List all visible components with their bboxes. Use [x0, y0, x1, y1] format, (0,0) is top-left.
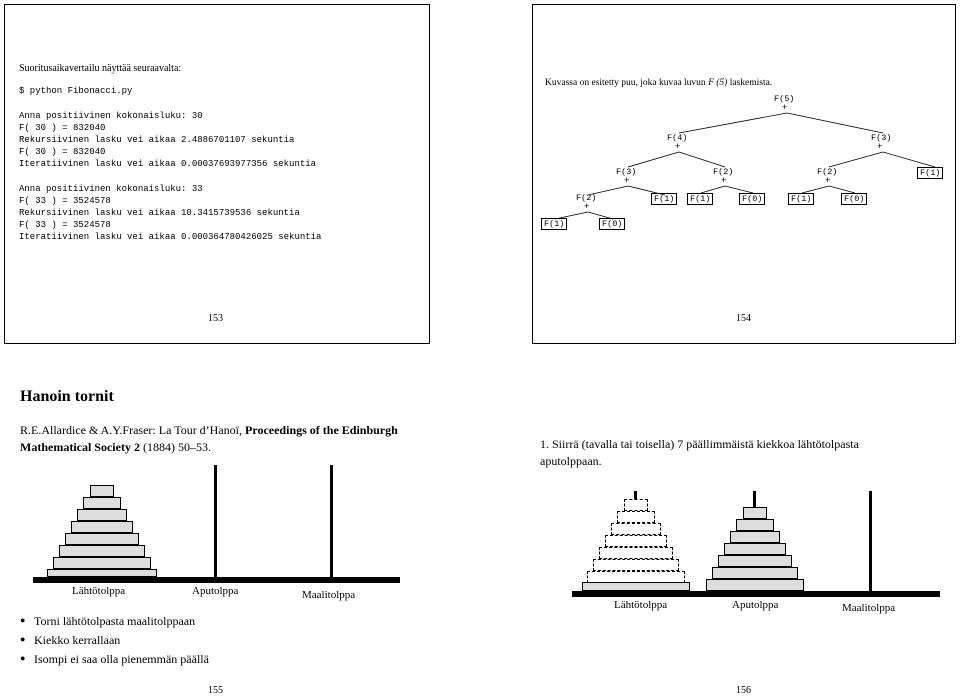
slide-155 [0, 360, 440, 695]
tree-node: F(3) [871, 133, 892, 143]
output-line: F( 30 ) = 832040 [19, 123, 106, 133]
hanoi-disk [59, 545, 145, 557]
output-line: F( 33 ) = 3524578 [19, 220, 111, 230]
hanoi-base [572, 591, 940, 597]
plus-sign: + [825, 176, 831, 186]
tree-node: F(2) [817, 167, 838, 177]
plus-sign: + [624, 176, 630, 186]
hanoi-disk [65, 533, 139, 545]
hanoi-disk [77, 509, 127, 521]
output-line: Iteratiivinen lasku vei aikaa 0.000364780426025 sekuntia [19, 232, 322, 242]
output-line: Rekursiivinen lasku vei aikaa 2.4886701107 sekuntia [19, 135, 295, 145]
plus-sign: + [877, 142, 883, 152]
hanoi-disk [706, 579, 804, 591]
tree-node: F(2) [576, 193, 597, 203]
output-line: Rekursiivinen lasku vei aikaa 10.3415739536 sekuntia [19, 208, 300, 218]
tree-caption: Kuvassa on esitetty puu, joka kuvaa luvun F (5) laskemista. [545, 78, 773, 88]
slide-154 [532, 4, 956, 344]
hanoi-disk [724, 543, 786, 555]
hanoi-disk [730, 531, 780, 543]
output-line: $ python Fibonacci.py [19, 86, 133, 96]
slide-153 [4, 4, 430, 344]
output-line: Iteratiivinen lasku vei aikaa 0.00037693977356 sekuntia [19, 159, 317, 169]
list-item: ● Torni lähtötolpasta maalitolppaan [20, 614, 209, 629]
hanoi-disk-moved [599, 547, 673, 559]
output-line: F( 33 ) = 3524578 [19, 196, 111, 206]
list-item: ● Isompi ei saa olla pienemmän päällä [20, 652, 209, 667]
tree-leaf: F(1) [651, 193, 677, 205]
tree-node: F(3) [616, 167, 637, 177]
reference: R.E.Allardice & A.Y.Fraser: La Tour d’Hanoï, Proceedings of the Edinburgh Mathematical Society 2 (1884) 50–53. [20, 423, 398, 454]
tree-edges [533, 5, 957, 345]
hanoi-disk [71, 521, 133, 533]
hanoi-disk [718, 555, 792, 567]
hanoi-peg [214, 465, 217, 577]
hanoi-disk-moved [624, 499, 648, 511]
peg-label: Lähtötolppa [614, 599, 668, 611]
tree-leaf: F(1) [541, 218, 567, 230]
peg-label: Maalitolppa [842, 602, 896, 614]
output-line: Anna positiivinen kokonaisluku: 30 [19, 111, 203, 121]
peg-label: Lähtötolppa [72, 585, 126, 597]
hanoi-disk-moved [605, 535, 667, 547]
hanoi-base [33, 577, 400, 583]
tree-leaf: F(1) [788, 193, 814, 205]
hanoi-disk [47, 569, 157, 577]
hanoi-disk-moved [593, 559, 679, 571]
tree-leaf: F(0) [841, 193, 867, 205]
hanoi-disk-moved [617, 511, 655, 523]
tree-leaf: F(1) [917, 167, 943, 179]
output-line: F( 30 ) = 832040 [19, 147, 106, 157]
peg-label: Aputolppa [192, 585, 239, 597]
peg-label: Maalitolppa [302, 589, 356, 601]
tree-node: F(4) [667, 133, 688, 143]
tree-node-root: F(5) [774, 94, 795, 104]
rules-list [20, 614, 209, 671]
tree-leaf: F(1) [687, 193, 713, 205]
intro-text: Suoritusaikavertailu näyttää seuraavalta: [19, 63, 182, 74]
plus-sign: + [584, 202, 590, 212]
hanoi-disk [712, 567, 798, 579]
caption-math: F (5) [708, 78, 728, 88]
hanoi-peg [869, 491, 872, 591]
hanoi-disk [743, 507, 767, 519]
plus-sign: + [721, 176, 727, 186]
hanoi-disk [736, 519, 774, 531]
hanoi-peg [330, 465, 333, 577]
page-number: 153 [208, 313, 223, 324]
tree-leaf: F(0) [599, 218, 625, 230]
step-text: 1. Siirrä (tavalla tai toisella) 7 päällimmäistä kiekkoa lähtötolpasta aputolppaan. [540, 437, 859, 468]
hanoi-disk-moved [611, 523, 661, 535]
tree-leaf: F(0) [739, 193, 765, 205]
list-item: ● Kiekko kerrallaan [20, 633, 209, 648]
plus-sign: + [675, 142, 681, 152]
page-number: 155 [208, 685, 223, 696]
slide-title: Hanoin tornit [20, 388, 114, 405]
plus-sign: + [782, 103, 788, 113]
output-line: Anna positiivinen kokonaisluku: 33 [19, 184, 203, 194]
page-number: 154 [736, 313, 751, 324]
peg-label: Aputolppa [732, 599, 779, 611]
slide-156 [520, 360, 960, 695]
page-number: 156 [736, 685, 751, 696]
hanoi-disk [90, 485, 114, 497]
tree-node: F(2) [713, 167, 734, 177]
hanoi-disk [582, 582, 690, 591]
hanoi-disk [53, 557, 151, 569]
hanoi-disk [83, 497, 121, 509]
